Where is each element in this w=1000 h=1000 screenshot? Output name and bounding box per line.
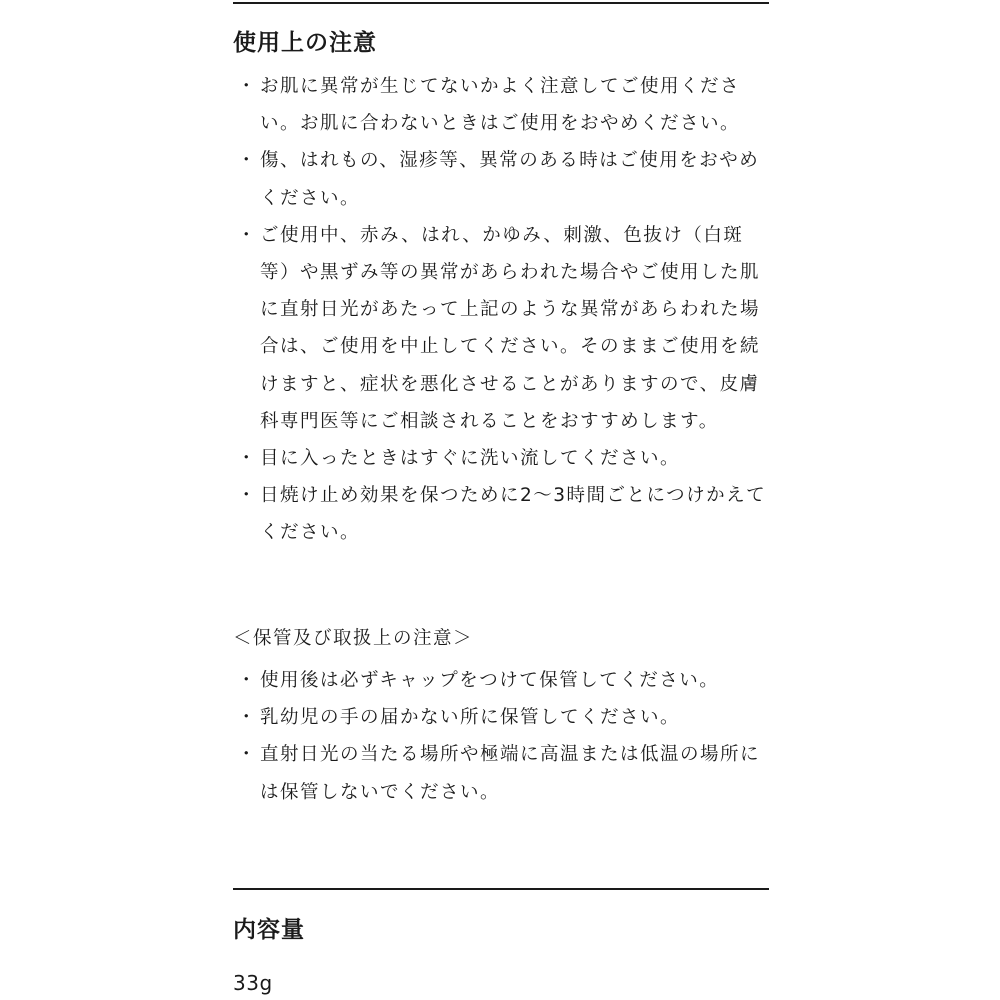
list-item-text: お肌に異常が生じてないかよく注意してご使用ください。お肌に合わないときはご使用をおやめください。 (260, 76, 741, 135)
volume-value: 33g (233, 971, 273, 995)
list-item (233, 699, 769, 736)
usage-precautions-list (233, 68, 769, 552)
list-item-text: ご使用中、赤み、はれ、かゆみ、刺激、色抜け（白斑等）や黒ずみ等の異常があらわれた場合やご使用した肌に直射日光があたって上記のような異常があらわれた場合は、ご使用を中止してください。そのままご使用を続けますと、症状を悪化させることがありますので、皮膚科専門医等にご相談されることをおすすめします。 (260, 224, 761, 432)
list-item (233, 68, 769, 142)
list-item-text: 直射日光の当たる場所や極端に高温または低温の場所には保管しないでください。 (260, 744, 761, 803)
bullet-mark: ・ (237, 670, 258, 691)
list-item-text: 目に入ったときはすぐに洗い流してください。 (260, 448, 681, 470)
list-item-text: 傷、はれもの、湿疹等、異常のある時はご使用をおやめください。 (260, 150, 760, 209)
top-divider (233, 2, 769, 4)
bullet-mark: ・ (237, 485, 258, 507)
bullet-mark: ・ (237, 76, 258, 97)
list-item (233, 477, 769, 551)
storage-precautions-list (233, 662, 769, 811)
list-item-text: 乳幼児の手の届かない所に保管してください。 (260, 707, 681, 729)
section-divider (233, 888, 769, 890)
storage-precautions-heading: ＜保管及び取扱上の注意＞ (233, 628, 474, 649)
bullet-mark: ・ (237, 707, 258, 729)
volume-heading: 内容量 (233, 917, 305, 943)
bullet-mark: ・ (237, 744, 258, 766)
list-item (233, 662, 769, 699)
list-item (233, 440, 769, 477)
list-item (233, 142, 769, 216)
list-item-text: 日焼け止め効果を保つために2～3時間ごとにつけかえてください。 (260, 485, 767, 544)
list-item-text: 使用後は必ずキャップをつけて保管してください。 (260, 670, 720, 691)
usage-precautions-heading: 使用上の注意 (233, 30, 377, 56)
bullet-mark: ・ (237, 448, 258, 470)
list-item (233, 217, 769, 440)
bullet-mark: ・ (237, 150, 258, 172)
list-item (233, 736, 769, 810)
bullet-mark: ・ (237, 224, 258, 246)
